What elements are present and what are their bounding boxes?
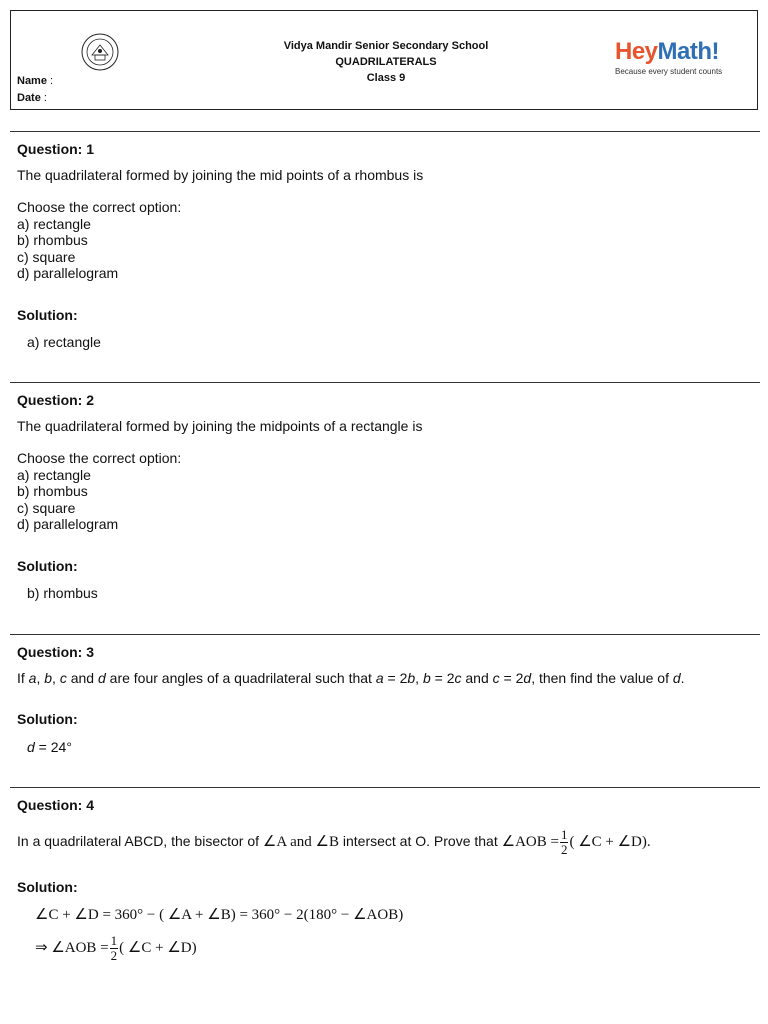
question-4 <box>17 797 747 963</box>
option-c: c) square <box>17 248 76 265</box>
name-label: Name <box>17 75 47 87</box>
question-title: Question: 4 <box>17 797 95 813</box>
solution-answer: a) rectangle <box>27 334 101 350</box>
class-label: Class 9 <box>366 72 406 84</box>
option-a: a) rectangle <box>17 466 91 483</box>
solution-answer: d = 24° <box>27 738 72 755</box>
option-b: b) rhombus <box>17 232 88 248</box>
prove-lhs: ∠AOB = <box>501 833 559 850</box>
option-c: c) square <box>17 499 76 516</box>
date-field-row: Date : <box>17 92 47 104</box>
name-field-row: Name : <box>17 75 54 87</box>
question-1 <box>17 141 747 351</box>
section-divider <box>10 787 760 788</box>
fraction-half: $\frac{1}{2}$ <box>560 826 568 857</box>
question-statement: In a quadrilateral ABCD, the bisector of ∠A and ∠B intersect at O. Prove that ∠AOB = $\frac{1}{2}$ ( ∠C + ∠D). <box>17 826 651 857</box>
solution-title: Solution: <box>17 306 78 323</box>
heymath-logo <box>615 39 735 77</box>
question-statement: If a, b, c and d are four angles of a quadrilateral such that a = 2b, b = 2c and c = 2d, then find the value of d. <box>17 669 685 686</box>
choose-prompt: Choose the correct option: <box>17 450 182 466</box>
option-b: b) rhombus <box>17 483 88 499</box>
question-statement: The quadrilateral formed by joining the mid points of a rhombus is <box>17 166 424 183</box>
question-statement: The quadrilateral formed by joining the midpoints of a rectangle is <box>17 417 423 434</box>
subject-title: QUADRILATERALS <box>335 56 437 68</box>
solution-title: Solution: <box>17 878 78 895</box>
choose-prompt: Choose the correct option: <box>17 199 182 215</box>
school-seal-icon <box>81 33 119 71</box>
solution-line-2: ⇒ ∠AOB = $\frac{1}{2}$ ( ∠C + ∠D) <box>35 932 197 963</box>
fraction-half: $\frac{1}{2}$ <box>110 932 118 963</box>
option-d: d) parallelogram <box>17 516 119 532</box>
prove-rhs: ( ∠C + ∠D). <box>569 833 651 850</box>
question-title: Question: 1 <box>17 141 95 157</box>
logo-math-text: Math! <box>657 38 720 65</box>
option-d: d) parallelogram <box>17 265 119 281</box>
section-divider <box>10 382 760 383</box>
section-divider <box>10 634 760 635</box>
worksheet-header <box>10 10 758 110</box>
question-2 <box>17 392 747 602</box>
logo-hey-text: Hey <box>615 38 658 65</box>
question-title: Question: 3 <box>17 644 95 660</box>
option-a: a) rectangle <box>17 215 91 232</box>
name-date-block <box>17 73 53 107</box>
solution-title: Solution: <box>17 711 78 727</box>
date-label: Date <box>17 92 41 104</box>
solution-line-1: ∠C + ∠D = 360° − ( ∠A + ∠B) = 360° − 2(180° − ∠AOB) <box>35 907 404 923</box>
school-name: Vidya Mandir Senior Secondary School <box>283 40 489 52</box>
school-title-block <box>191 38 581 86</box>
section-divider <box>10 131 760 132</box>
logo-tagline: Because every student counts <box>615 67 723 76</box>
angle-expression: ∠A and ∠B <box>262 833 339 850</box>
solution-title: Solution: <box>17 557 78 574</box>
question-3 <box>17 644 747 755</box>
solution-answer: b) rhombus <box>27 585 98 601</box>
question-title: Question: 2 <box>17 392 95 408</box>
